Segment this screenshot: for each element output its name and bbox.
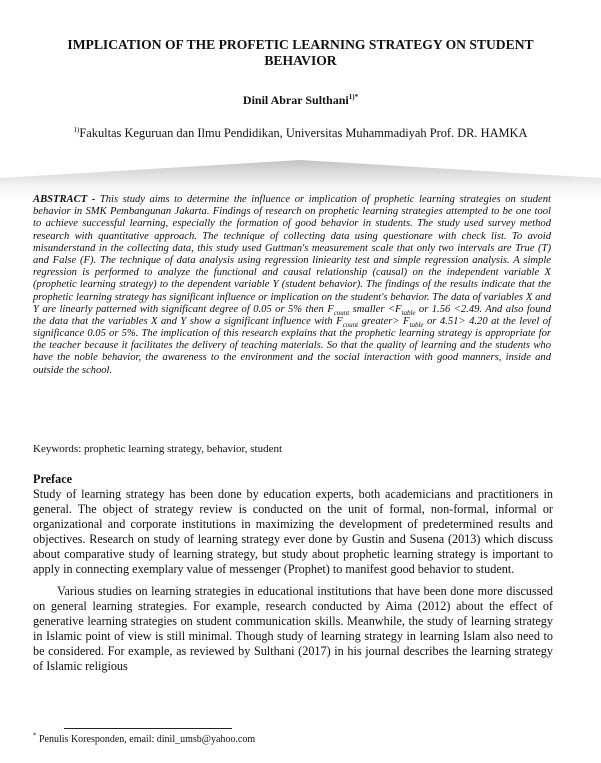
affiliation-text: Fakultas Keguruan dan Ilmu Pendidikan, Universitas Muhammadiyah Prof. DR. HAMKA (79, 126, 528, 140)
abstract-text-4: greater> F (358, 315, 410, 327)
author-mark: 1)* (348, 93, 359, 101)
abstract-text-1: This study aims to determine the influence or implication of prophetic learning strategies on student behavior in SMK Pembangunan Jakarta. Findings of research on prophetic learning strategies attempted to be one tool to achieve successful learning, especially the formation of good behavior in students. The study used survey method research with quantitative approach. The technique of collecting data using questionare with check list. To avoid misunderstand in the collecting data, this study used Guttman's measurement scale that only two intervals are True (T) and False (F). The technique of data analysis using regression liniearity test and simple regression analysis. A simple regression is performed to analyze the functional and causal relationship (causal) on the independent variable X (prophetic learning strategy) to the dependent variable Y (student behavior). The findings of the results indicate that the prophetic learning strategy has significant influence or implication on the student's behavior. The data of variables X and Y are linearly patterned with significant degree of 0.05 or 5% then F (33, 194, 551, 315)
abstract-text-5: or 4.51> 4.20 at the level of significance 0.05 or 5%. The implication of this research explains that the prophetic learning strategy is appropriate for the teacher because it facilitates the delivery of teaching materials. So that the quality of learning and the students who have the noble behavior, the awareness to the environment and the social interaction with good manners, inside and outside the school. (33, 315, 551, 376)
footnote (33, 731, 553, 746)
abstract-block (33, 194, 551, 377)
paper-title: IMPLICATION OF THE PROFETIC LEARNING STRATEGY ON STUDENT BEHAVIOR (67, 37, 534, 68)
author-name: Dinil Abrar Sulthani (242, 93, 349, 107)
abstract-sub-count: count (333, 308, 350, 317)
body-paragraph: Study of learning strategy has been done by education experts, both academicians and practitioners in general. The object of strategy review is conducted on the unit of formal, non-formal, informal or organizational and corporate institutions in maximizing the development of predetermined results and objectives. Research on study of learning strategy ever done by Gustin and Susena (2013) which discuss about comparative study of learning strategy, but study about prophetic learning strategy is important to apply in connecting exemplary value of messenger (Prophet) to manifest good behavior to student. (33, 487, 553, 577)
affiliation-mark: 1) (73, 125, 80, 134)
footnote-text: Penulis Koresponden, email: dinil_umsb@yahoo.com (36, 734, 256, 745)
footnote-rule (64, 728, 232, 729)
body-paragraph: Various studies on learning strategies in educational institutions that have been done more discussed on general learning strategies. For example, research conducted by Aima (2012) about the effect of generative learning strategies on student communication skills. Meanwhile, the study of learning strategy in Islamic point of view is still minimal. Though study of learning strategy in learning Islam also need to be considered. For example, as reviewed by Sulthani (2017) in his journal describes the learning strategy of Islamic religious (33, 583, 553, 674)
abstract-sub-count-2: count (342, 320, 359, 329)
abstract-label: ABSTRACT - (33, 194, 96, 205)
section-heading: Preface (33, 472, 73, 486)
author-line (0, 93, 601, 108)
affiliation-line (0, 126, 601, 141)
abstract-text-3: or 1.56 <2.49. And also found the data that the variables X and Y show a significant influence with F (33, 303, 551, 327)
abstract-sub-table: table (401, 308, 416, 317)
abstract-text-2: smaller <F (349, 303, 402, 315)
footnote-mark: * (33, 731, 37, 740)
section-body (33, 487, 553, 680)
keywords-line: Keywords: prophetic learning strategy, behavior, student (33, 443, 283, 455)
abstract-sub-table-2: table (409, 320, 424, 329)
